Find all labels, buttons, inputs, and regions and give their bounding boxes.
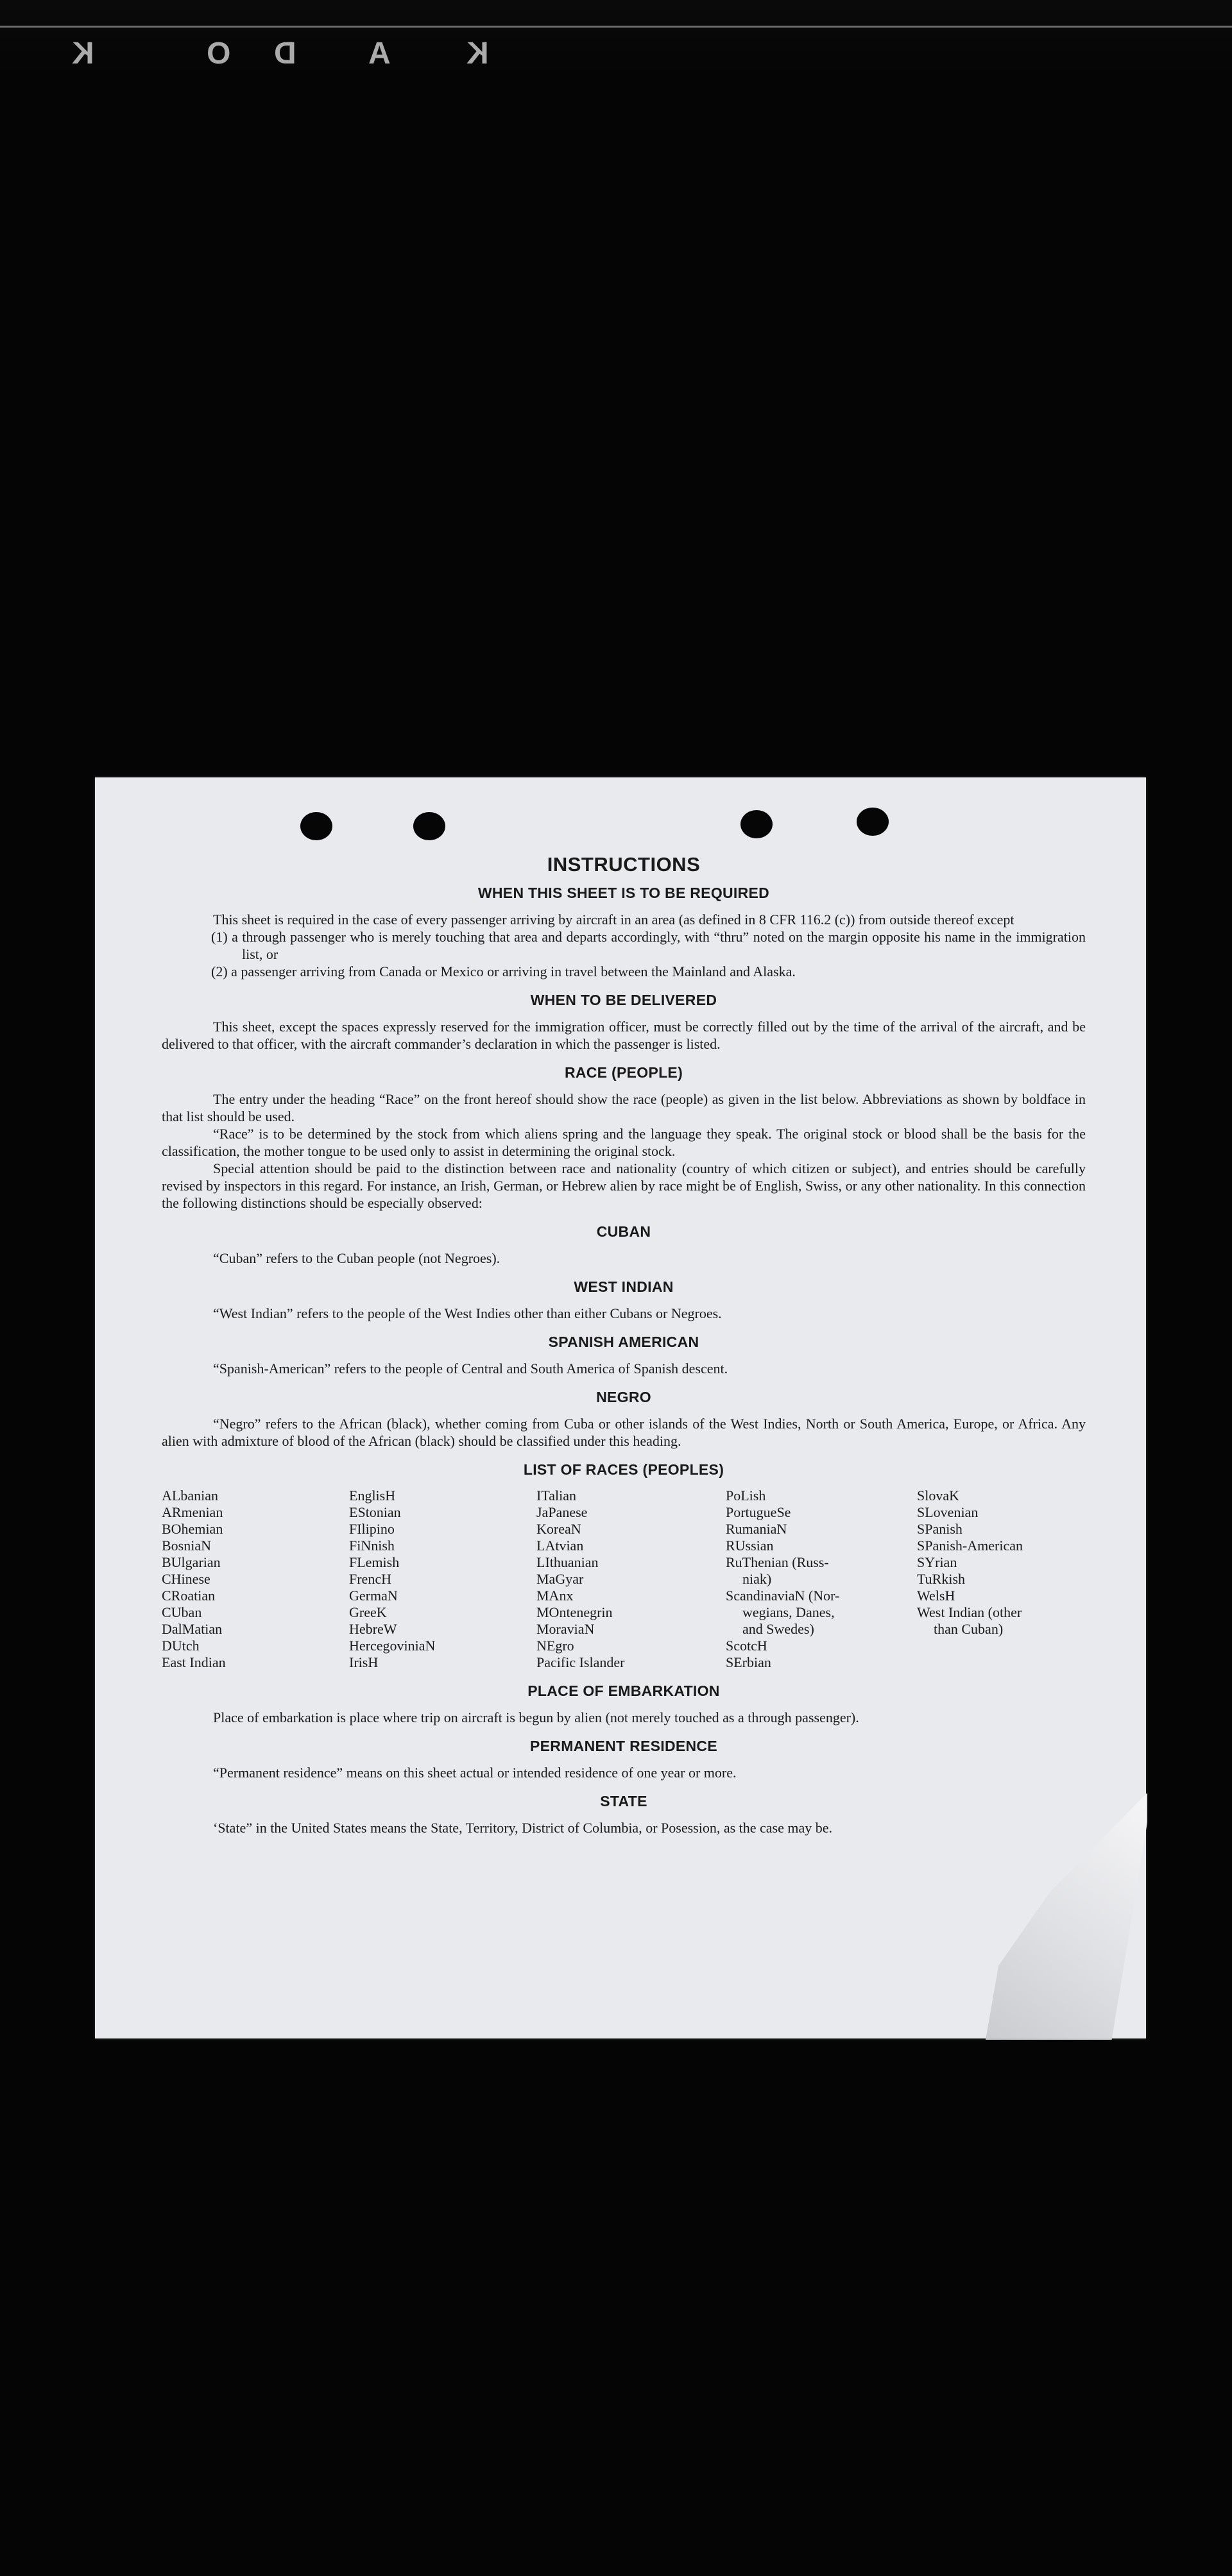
race-entry: SYrian (917, 1554, 957, 1570)
race-entry: GreeK (349, 1604, 387, 1620)
race-entry: EnglisH (349, 1487, 396, 1504)
race-entry: FiNnish (349, 1538, 395, 1554)
race-entry: PoLish (726, 1487, 766, 1504)
punch-hole (857, 808, 889, 836)
race-entry: SlovaK (917, 1487, 959, 1504)
section-heading: RACE (PEOPLE) (564, 1064, 683, 1081)
section-heading: LIST OF RACES (PEOPLES) (523, 1461, 724, 1478)
race-entry: SErbian (726, 1654, 771, 1670)
section-heading: NEGRO (596, 1389, 651, 1405)
race-entry: MOntenegrin (536, 1604, 613, 1620)
list-item: (1) a through passenger who is merely touching that area and departs accordingly, with “thru” noted on the margin opposite his name in the immigration list, or (211, 929, 1086, 962)
race-entry: wegians, Danes, (742, 1604, 835, 1620)
race-entry: than Cuban) (934, 1621, 1004, 1637)
punch-hole (413, 812, 445, 840)
race-entry: ITalian (536, 1487, 576, 1504)
race-entry: West Indian (other (917, 1604, 1022, 1620)
race-column (536, 1487, 726, 1671)
race-entry: ARmenian (162, 1504, 223, 1520)
paragraph: Place of embarkation is place where trip on aircraft is begun by alien (not merely touched as a through passenger). (213, 1709, 859, 1725)
race-entry: FrencH (349, 1571, 391, 1587)
race-entry: RUssian (726, 1538, 774, 1554)
race-entry: RumaniaN (726, 1521, 787, 1537)
race-entry: East Indian (162, 1654, 226, 1670)
race-entry: DalMatian (162, 1621, 223, 1637)
race-entry: niak) (742, 1571, 772, 1587)
race-entry: Pacific Islander (536, 1654, 625, 1670)
race-entry: MaGyar (536, 1571, 584, 1587)
race-entry: SPanish-American (917, 1538, 1023, 1554)
section-heading: WEST INDIAN (574, 1278, 674, 1295)
document-title: INSTRUCTIONS (547, 853, 701, 876)
race-entry: KoreaN (536, 1521, 581, 1537)
section-heading: CUBAN (596, 1223, 651, 1240)
race-entry: ScandinaviaN (Nor- (726, 1588, 840, 1604)
race-entry: FIlipino (349, 1521, 395, 1537)
paragraph: The entry under the heading “Race” on the front hereof should show the race (people) as given in the list below. Abbreviations as shown by boldface in that list should be used. (162, 1091, 1086, 1124)
punch-hole (300, 812, 332, 840)
race-entry: WelsH (917, 1588, 955, 1604)
film-mark: A (367, 37, 391, 71)
race-entry: FLemish (349, 1554, 400, 1570)
race-column (917, 1487, 1097, 1671)
film-edge (0, 0, 1232, 77)
paragraph: “Permanent residence” means on this sheet actual or intended residence of one year or more. (213, 1765, 737, 1781)
paragraph: This sheet is required in the case of every passenger arriving by aircraft in an area (as defined in 8 CFR 116.2 (c)) from outside thereof except (213, 911, 1014, 928)
paragraph: “Race” is to be determined by the stock from which aliens spring and the language they speak. The original stock or blood shall be the basis for the classification, the mother tongue to be used only to assist in determining the original stock. (162, 1126, 1086, 1159)
race-entry: CUban (162, 1604, 202, 1620)
paragraph: This sheet, except the spaces expressly reserved for the immigration officer, must be correctly filled out by the time of the arrival of the aircraft, and be delivered to that officer, with the aircraft commander’s declaration in which the passenger is listed. (162, 1019, 1086, 1052)
instructions-text (162, 847, 1086, 1836)
race-entry: HebreW (349, 1621, 397, 1637)
section-heading: SPANISH AMERICAN (548, 1334, 699, 1350)
race-entry: MAnx (536, 1588, 574, 1604)
section-heading: PERMANENT RESIDENCE (530, 1738, 717, 1754)
race-entry: and Swedes) (742, 1621, 814, 1637)
race-entry: BosniaN (162, 1538, 211, 1554)
paragraph: “Negro” refers to the African (black), whether coming from Cuba or other islands of the West Indies, North or South America, Europe, or Africa. Any alien with admixture of blood of the African (black) should be classified under this heading. (162, 1416, 1086, 1449)
paragraph: ‘State” in the United States means the State, Territory, District of Columbia, or Posession, as the case may be. (213, 1820, 833, 1836)
race-entry: NEgro (536, 1638, 574, 1654)
race-list (162, 1487, 1086, 1671)
race-entry: CHinese (162, 1571, 210, 1587)
race-entry: SPanish (917, 1521, 963, 1537)
film-mark: K (465, 37, 489, 71)
race-entry: SLovenian (917, 1504, 979, 1520)
race-entry: JaPanese (536, 1504, 588, 1520)
section-heading: WHEN TO BE DELIVERED (530, 992, 717, 1008)
paragraph: “Cuban” refers to the Cuban people (not Negroes). (213, 1250, 501, 1266)
race-entry: GermaN (349, 1588, 398, 1604)
race-entry: TuRkish (917, 1571, 966, 1587)
list-item: (2) a passenger arriving from Canada or Mexico or arriving in travel between the Mainland and Alaska. (211, 963, 796, 979)
race-entry: PortugueSe (726, 1504, 791, 1520)
race-entry: EStonian (349, 1504, 401, 1520)
punch-hole (740, 810, 773, 838)
film-mark: D (273, 37, 296, 71)
race-entry: BOhemian (162, 1521, 223, 1537)
film-mark: K (71, 37, 94, 71)
film-mark: O (205, 37, 231, 71)
race-entry: CRoatian (162, 1588, 216, 1604)
film-edge-line (0, 26, 1232, 28)
race-entry: MoraviaN (536, 1621, 595, 1637)
race-entry: LIthuanian (536, 1554, 599, 1570)
section-heading: PLACE OF EMBARKATION (527, 1682, 720, 1699)
race-column (726, 1487, 917, 1671)
race-column (162, 1487, 349, 1671)
race-entry: ScotcH (726, 1638, 767, 1654)
paragraph: “West Indian” refers to the people of the West Indies other than either Cubans or Negroes. (213, 1305, 722, 1321)
race-entry: HercegoviniaN (349, 1638, 436, 1654)
race-entry: DUtch (162, 1638, 200, 1654)
section-heading: STATE (600, 1793, 647, 1809)
paragraph: Special attention should be paid to the distinction between race and nationality (country of which citizen or subject), and entries should be carefully revised by inspectors in this regard. For instance, an Irish, German, or Hebrew alien by race might be of English, Swiss, or any other nationality. In this connection the following distinctions should be especially observed: (162, 1160, 1086, 1211)
section-heading: WHEN THIS SHEET IS TO BE REQUIRED (477, 885, 770, 901)
race-column (349, 1487, 536, 1671)
paragraph: “Spanish-American” refers to the people of Central and South America of Spanish descent. (213, 1360, 728, 1377)
race-entry: BUlgarian (162, 1554, 221, 1570)
race-entry: LAtvian (536, 1538, 584, 1554)
race-entry: RuThenian (Russ- (726, 1554, 829, 1570)
race-entry: ALbanian (162, 1487, 218, 1504)
race-entry: IrisH (349, 1654, 379, 1670)
